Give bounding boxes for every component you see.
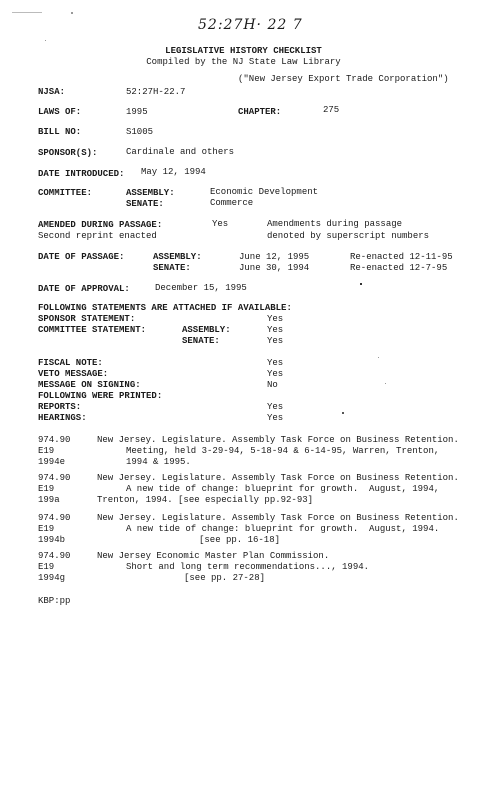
statement-assembly-label: ASSEMBLY: (182, 325, 231, 335)
bill-label: BILL NO: (38, 127, 82, 137)
passage-assembly-label: ASSEMBLY: (153, 252, 202, 262)
committee-assembly-label: ASSEMBLY: (126, 188, 175, 198)
passage-senate-label: SENATE: (153, 263, 191, 273)
njsa-value: 52:27H-22.7 (126, 87, 186, 97)
amended-note-1: Amendments during passage (267, 219, 403, 229)
reference-line: 1994 & 1995. (126, 457, 191, 467)
call-number: E19 (38, 562, 55, 572)
second-reprint: Second reprint enacted (38, 231, 157, 241)
amended-note-2: denoted by superscript numbers (267, 231, 430, 241)
laws-value: 1995 (126, 107, 148, 117)
reports-value: Yes (267, 402, 284, 412)
handwritten-code: 52:27H· 22 7 (198, 17, 303, 33)
reference-line: New Jersey. Legislature. Assembly Task Force on Business Retention. (97, 513, 459, 523)
act-name: ("New Jersey Export Trade Corporation") (238, 74, 449, 84)
call-number: 1994e (38, 457, 66, 467)
reference-line: A new tide of change: blueprint for growth. August, 1994. (126, 524, 440, 534)
hearings-label: HEARINGS: (38, 413, 87, 423)
committee-senate-value: Commerce (210, 198, 254, 208)
scan-mark (12, 12, 42, 13)
reference-line: New Jersey Economic Master Plan Commission. (97, 551, 330, 561)
call-number: 974.90 (38, 513, 71, 523)
statement-assembly-value: Yes (267, 325, 284, 335)
reference-line: New Jersey. Legislature. Assembly Task Force on Business Retention. (97, 435, 459, 445)
hearings-value: Yes (267, 413, 284, 423)
sponsor-statement-label: SPONSOR STATEMENT: (38, 314, 136, 324)
call-number: 1994g (38, 573, 66, 583)
approval-value: December 15, 1995 (155, 283, 247, 293)
reference-line: Trenton, 1994. [see especially pp.92-93] (97, 495, 314, 505)
reference-line: New Jersey. Legislature. Assembly Task Force on Business Retention. (97, 473, 459, 483)
passage-assembly-date: June 12, 1995 (239, 252, 310, 262)
call-number: 199a (38, 495, 60, 505)
statements-heading: FOLLOWING STATEMENTS ARE ATTACHED IF AVAILABLE: (38, 303, 292, 313)
scan-speck (71, 12, 73, 14)
committee-statement-label: COMMITTEE STATEMENT: (38, 325, 147, 335)
message-signing-value: No (267, 380, 278, 390)
reports-label: REPORTS: (38, 402, 82, 412)
reference-line: [see pp. 27-28] (184, 573, 266, 583)
typist-initials: KBP:pp (38, 596, 71, 606)
fiscal-note-label: FISCAL NOTE: (38, 358, 103, 368)
passage-assembly-reenacted: Re-enacted 12-11-95 (350, 252, 453, 262)
message-signing-label: MESSAGE ON SIGNING: (38, 380, 141, 390)
statement-senate-label: SENATE: (182, 336, 220, 346)
call-number: E19 (38, 484, 55, 494)
printed-heading: FOLLOWING WERE PRINTED: (38, 391, 163, 401)
approval-label: DATE OF APPROVAL: (38, 284, 130, 294)
scan-speck (342, 412, 344, 414)
scan-speck (360, 283, 362, 285)
veto-message-value: Yes (267, 369, 284, 379)
call-number: E19 (38, 446, 55, 456)
chapter-label: CHAPTER: (238, 107, 282, 117)
scan-speck (385, 383, 386, 384)
reference-line: A new tide of change: blueprint for growth. August, 1994, (126, 484, 440, 494)
call-number: 1994b (38, 535, 66, 545)
amended-value: Yes (212, 219, 229, 229)
reference-line: Meeting, held 3-29-94, 5-18-94 & 6-14-95, Warren, Trenton, (126, 446, 440, 456)
veto-message-label: VETO MESSAGE: (38, 369, 109, 379)
call-number: 974.90 (38, 551, 71, 561)
scan-speck (45, 40, 46, 41)
date-introduced-value: May 12, 1994 (141, 167, 206, 177)
statement-senate-value: Yes (267, 336, 284, 346)
call-number: 974.90 (38, 435, 71, 445)
reference-line: [see pp. 16-18] (199, 535, 281, 545)
committee-label: COMMITTEE: (38, 188, 93, 198)
chapter-value: 275 (323, 105, 340, 115)
fiscal-note-value: Yes (267, 358, 284, 368)
committee-senate-label: SENATE: (126, 199, 164, 209)
committee-assembly-value: Economic Development (210, 187, 319, 197)
sponsor-statement-value: Yes (267, 314, 284, 324)
call-number: 974.90 (38, 473, 71, 483)
passage-senate-reenacted: Re-enacted 12-7-95 (350, 263, 448, 273)
sponsor-label: SPONSOR(S): (38, 148, 98, 158)
laws-label: LAWS OF: (38, 107, 82, 117)
passage-label: DATE OF PASSAGE: (38, 252, 125, 262)
date-introduced-label: DATE INTRODUCED: (38, 169, 125, 179)
sponsor-value: Cardinale and others (126, 147, 235, 157)
reference-line: Short and long term recommendations..., 1994. (126, 562, 370, 572)
amended-label: AMENDED DURING PASSAGE: (38, 220, 163, 230)
bill-value: S1005 (126, 127, 154, 137)
passage-senate-date: June 30, 1994 (239, 263, 310, 273)
scan-speck (378, 357, 379, 358)
call-number: E19 (38, 524, 55, 534)
document-title: LEGISLATIVE HISTORY CHECKLIST (165, 46, 322, 56)
njsa-label: NJSA: (38, 87, 66, 97)
document-subtitle: Compiled by the NJ State Law Library (146, 57, 341, 67)
